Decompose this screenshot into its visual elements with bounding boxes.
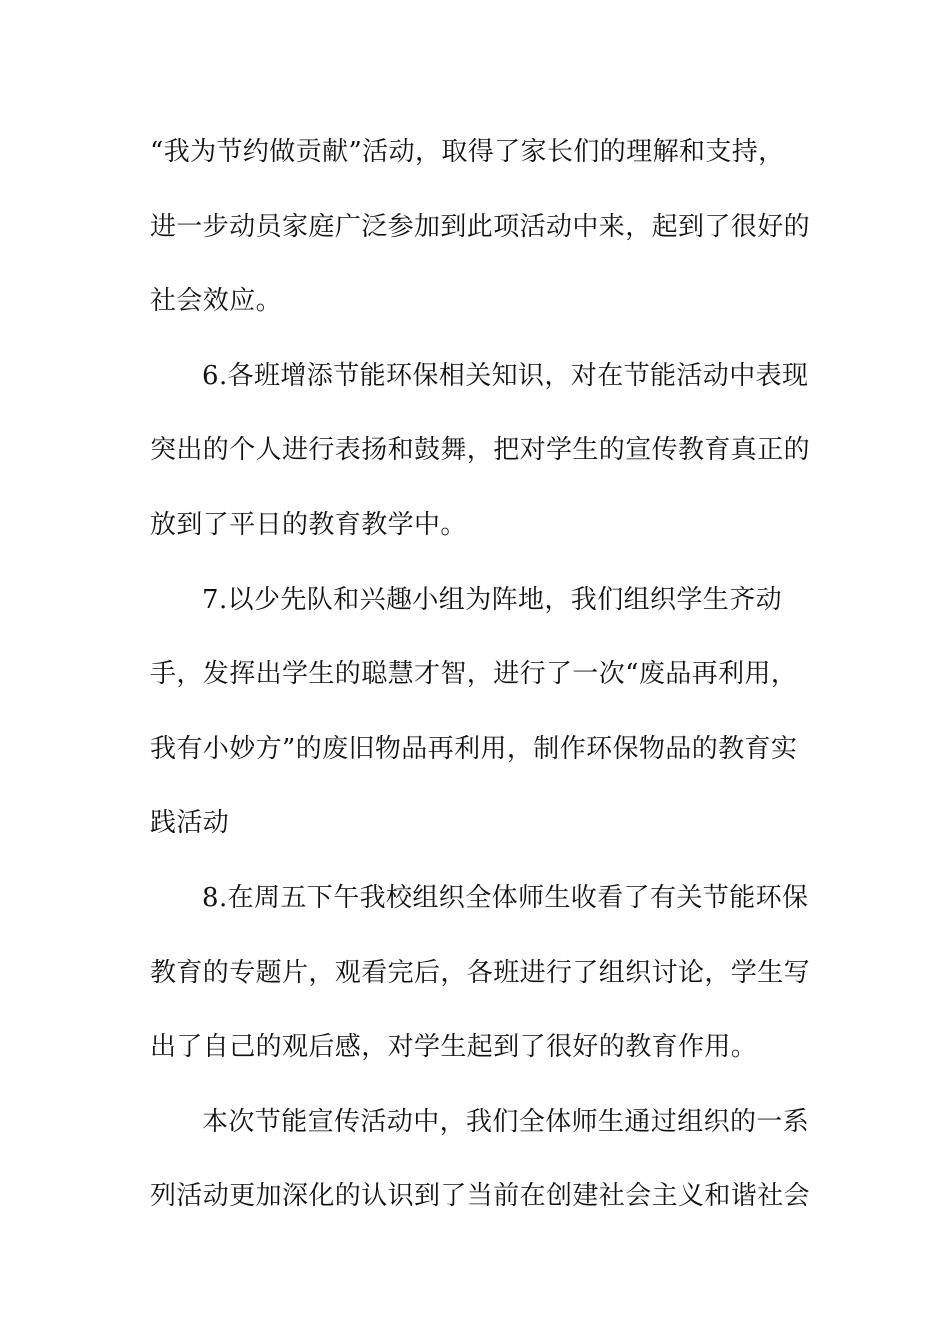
text-line: 出了自己的观后感，对学生起到了很好的教育作用。: [150, 1032, 758, 1063]
document-body: [150, 124, 811, 1243]
text-line: 教育的专题片，观看完后，各班进行了组织讨论，学生写: [150, 957, 811, 988]
text-line: 手，发挥出学生的聪慧才智，进行了一次“废品再利用，: [150, 659, 798, 690]
paragraph-start-line: 7.以少先队和兴趣小组为阵地，我们组织学生齐动: [202, 584, 783, 615]
text-line: 我有小妙方”的废旧物品再利用，制作环保物品的教育实: [150, 733, 798, 764]
text-line: 突出的个人进行表扬和鼓舞，把对学生的宣传教育真正的: [150, 435, 811, 466]
paragraph-start-line: 本次节能宣传活动中，我们全体师生通过组织的一系: [202, 1106, 810, 1137]
text-line: 放到了平日的教育教学中。: [150, 509, 467, 540]
text-line: 列活动更加深化的认识到了当前在创建社会主义和谐社会: [150, 1181, 811, 1212]
paragraph-start-line: 6.各班增添节能环保相关知识，对在节能活动中表现: [202, 360, 809, 391]
text-line: “我为节约做贡献”活动，取得了家长们的理解和支持，: [150, 137, 785, 167]
text-line: 社会效应。: [150, 286, 283, 317]
paragraph-start-line: 8.在周五下午我校组织全体师生收看了有关节能环保: [202, 882, 809, 913]
text-line: 进一步动员家庭广泛参加到此项活动中来，起到了很好的: [150, 211, 811, 242]
text-line: 践活动: [150, 808, 230, 839]
